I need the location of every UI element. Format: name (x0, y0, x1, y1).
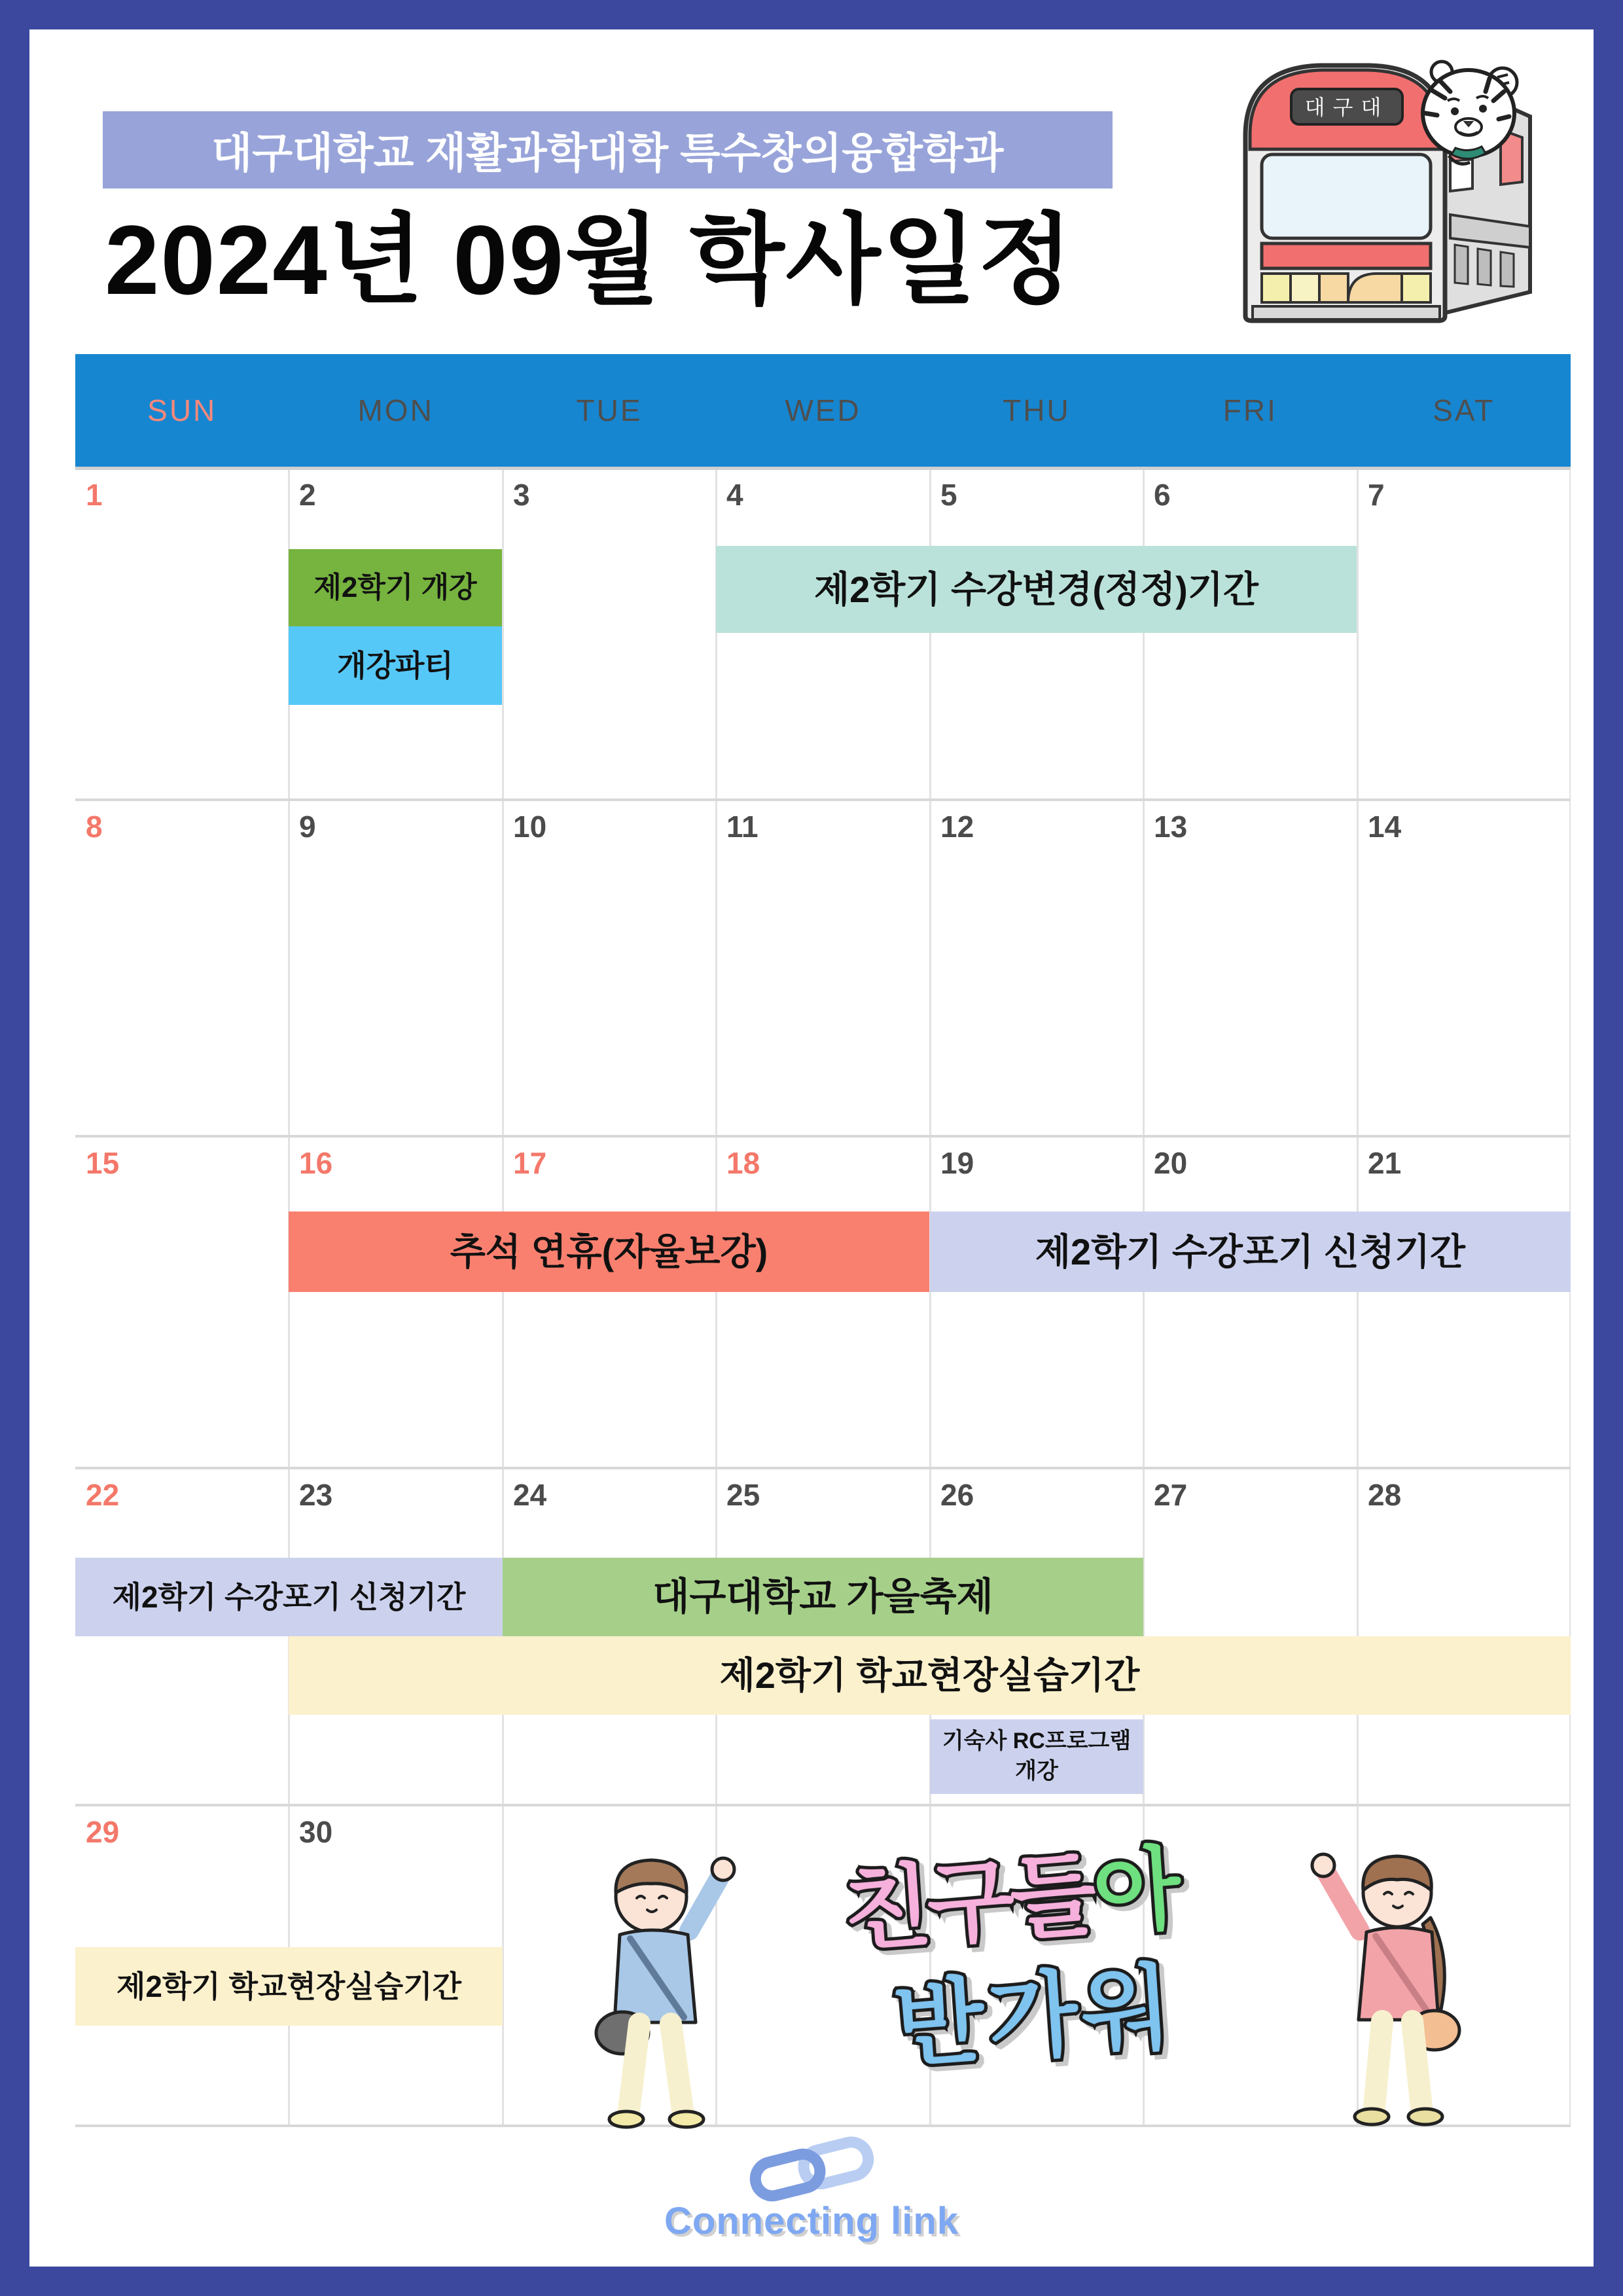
grid-line (75, 1135, 1571, 1138)
date-label: 2 (299, 478, 316, 512)
grid-line (502, 467, 504, 2127)
date-label: 24 (513, 1478, 547, 1512)
weekday-header-sat: SAT (1433, 393, 1495, 427)
chain-link-icon (746, 2132, 877, 2203)
date-label: 15 (86, 1146, 120, 1180)
date-label: 3 (513, 478, 530, 512)
weekday-header-fri: FRI (1222, 393, 1277, 427)
girl-waving-illustration (1276, 1820, 1492, 2134)
event-label: 제2학기 수강포기 신청기간 (1035, 1230, 1466, 1272)
event-bar-fall-festival (503, 1558, 1143, 1636)
date-label: 27 (1154, 1478, 1188, 1512)
date-label: 23 (299, 1478, 333, 1512)
connecting-link-logo: Connecting link (664, 2200, 959, 2242)
grid-line (1569, 467, 1571, 2127)
date-label: 22 (86, 1478, 120, 1512)
date-label: 10 (513, 810, 547, 844)
date-label: 20 (1154, 1146, 1188, 1180)
event-label: 제2학기 개강 (313, 571, 477, 604)
event-label: 제2학기 학교현장실습기간 (719, 1655, 1140, 1696)
date-label: 26 (940, 1478, 974, 1512)
grid-line (75, 1467, 1571, 1469)
date-label: 29 (86, 1815, 120, 1849)
grid-line (75, 1804, 1571, 1806)
boy-waving-illustration (560, 1833, 756, 2134)
event-label: 대구대학교 가을축제 (652, 1575, 993, 1618)
date-label: 12 (940, 810, 974, 844)
train-front (1245, 65, 1445, 321)
date-label: 17 (513, 1146, 547, 1180)
date-label: 1 (86, 478, 103, 512)
date-label: 18 (726, 1146, 760, 1180)
date-label: 13 (1154, 810, 1188, 844)
grid-line (75, 798, 1571, 801)
event-bar-course-drop-period-2 (75, 1558, 503, 1636)
date-label: 7 (1368, 478, 1385, 512)
date-label: 21 (1368, 1146, 1402, 1180)
train-tiger-illustration (1229, 51, 1550, 339)
department-badge: 대구대학교 재활과학대학 특수창의융합학과 (103, 111, 1113, 188)
date-label: 9 (299, 810, 316, 844)
event-label: 추석 연휴(자율보강) (450, 1230, 768, 1272)
train-destination-sign: 대구대 (1304, 96, 1389, 119)
event-bar-chuseok-holiday (289, 1211, 929, 1292)
event-bar-semester2-start (289, 549, 502, 626)
sticker-line1: 친구들아 (840, 1838, 1181, 1962)
calendar-weekday-header (75, 354, 1571, 467)
event-bar-field-practice-period-2 (75, 1947, 503, 2026)
date-label: 16 (299, 1146, 333, 1180)
date-label: 25 (726, 1478, 760, 1512)
event-label: 개강 (1015, 1759, 1058, 1784)
date-label: 14 (1368, 810, 1402, 844)
date-label: 28 (1368, 1478, 1402, 1512)
date-label: 4 (726, 478, 743, 512)
event-label: 제2학기 수강변경(정정)기간 (813, 568, 1259, 610)
event-label: 개강파티 (337, 648, 454, 683)
weekday-header-mon: MON (357, 393, 434, 427)
event-label: 제2학기 수강포기 신청기간 (112, 1579, 466, 1614)
date-label: 6 (1154, 478, 1171, 512)
event-label: 기숙사 RC프로그램 (942, 1729, 1132, 1754)
event-bar-dorm-rc-program (930, 1719, 1143, 1794)
grid-line (75, 467, 1571, 470)
weekday-header-wed: WED (785, 393, 861, 427)
sticker-line2: 반가워 (891, 1955, 1179, 2079)
date-label: 30 (299, 1815, 333, 1849)
event-label: 제2학기 학교현장실습기간 (116, 1969, 462, 2003)
weekday-header-tue: TUE (576, 393, 643, 427)
weekday-header-thu: THU (1003, 393, 1071, 427)
event-bar-course-drop-period-1 (930, 1211, 1571, 1292)
date-label: 8 (86, 810, 103, 844)
event-bar-opening-party (289, 626, 502, 705)
weekday-header-sun: SUN (147, 393, 217, 427)
grid-line (288, 467, 290, 2127)
greeting-sticker (805, 1820, 1224, 2094)
date-label: 11 (726, 810, 758, 844)
event-bar-field-practice-period-1 (289, 1636, 1571, 1715)
page-title: 2024년 09월 학사일정 (105, 205, 1075, 315)
date-label: 19 (940, 1146, 974, 1180)
date-label: 5 (940, 478, 957, 512)
event-bar-course-change-period (716, 546, 1357, 633)
